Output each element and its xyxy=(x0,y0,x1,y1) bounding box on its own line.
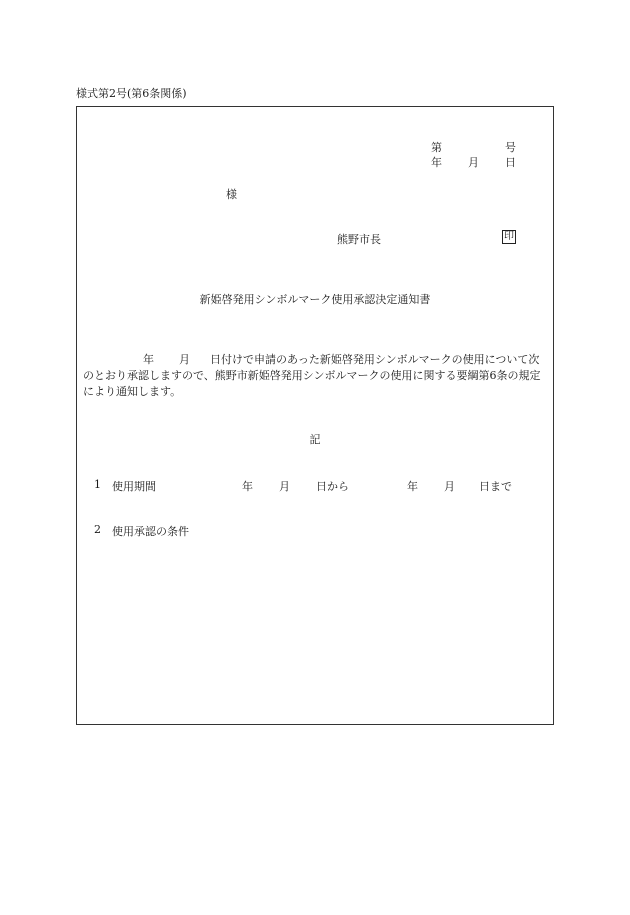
body-month: 月 xyxy=(179,353,190,366)
body-year: 年 xyxy=(143,353,154,366)
number-prefix: 第 xyxy=(431,141,442,154)
document-title: 新姫啓発用シンボルマーク使用承認決定通知書 xyxy=(199,293,431,306)
period-from-month: 月 xyxy=(279,480,290,493)
period-from-day: 日から xyxy=(316,480,349,493)
item-2-number: 2 xyxy=(94,523,101,536)
date-year: 年 xyxy=(431,156,442,169)
date-month: 月 xyxy=(468,156,479,169)
period-to-day: 日まで xyxy=(479,480,512,493)
body-text: 日付けで申請のあった新姫啓発用シンボルマークの使用について次のとおり承認しますので、熊野市新姫啓発用シンボルマークの使用に関する要綱第6条の規定により通知します。 xyxy=(83,353,541,398)
item-2-label: 使用承認の条件 xyxy=(112,525,189,538)
item-1-label: 使用期間 xyxy=(112,480,156,493)
number-suffix: 号 xyxy=(505,141,516,154)
period-from-year: 年 xyxy=(242,480,253,493)
date-day: 日 xyxy=(505,156,516,169)
ki-heading: 記 xyxy=(309,433,321,446)
form-label: 様式第2号(第6条関係) xyxy=(76,87,187,100)
period-to-year: 年 xyxy=(407,480,418,493)
seal-mark: 印 xyxy=(504,231,514,242)
body-paragraph xyxy=(83,352,549,400)
form-frame xyxy=(76,106,554,725)
period-to-month: 月 xyxy=(444,480,455,493)
addressee-suffix: 様 xyxy=(226,188,237,201)
item-1-number: 1 xyxy=(94,478,101,491)
issuer-name: 熊野市長 xyxy=(337,233,381,246)
